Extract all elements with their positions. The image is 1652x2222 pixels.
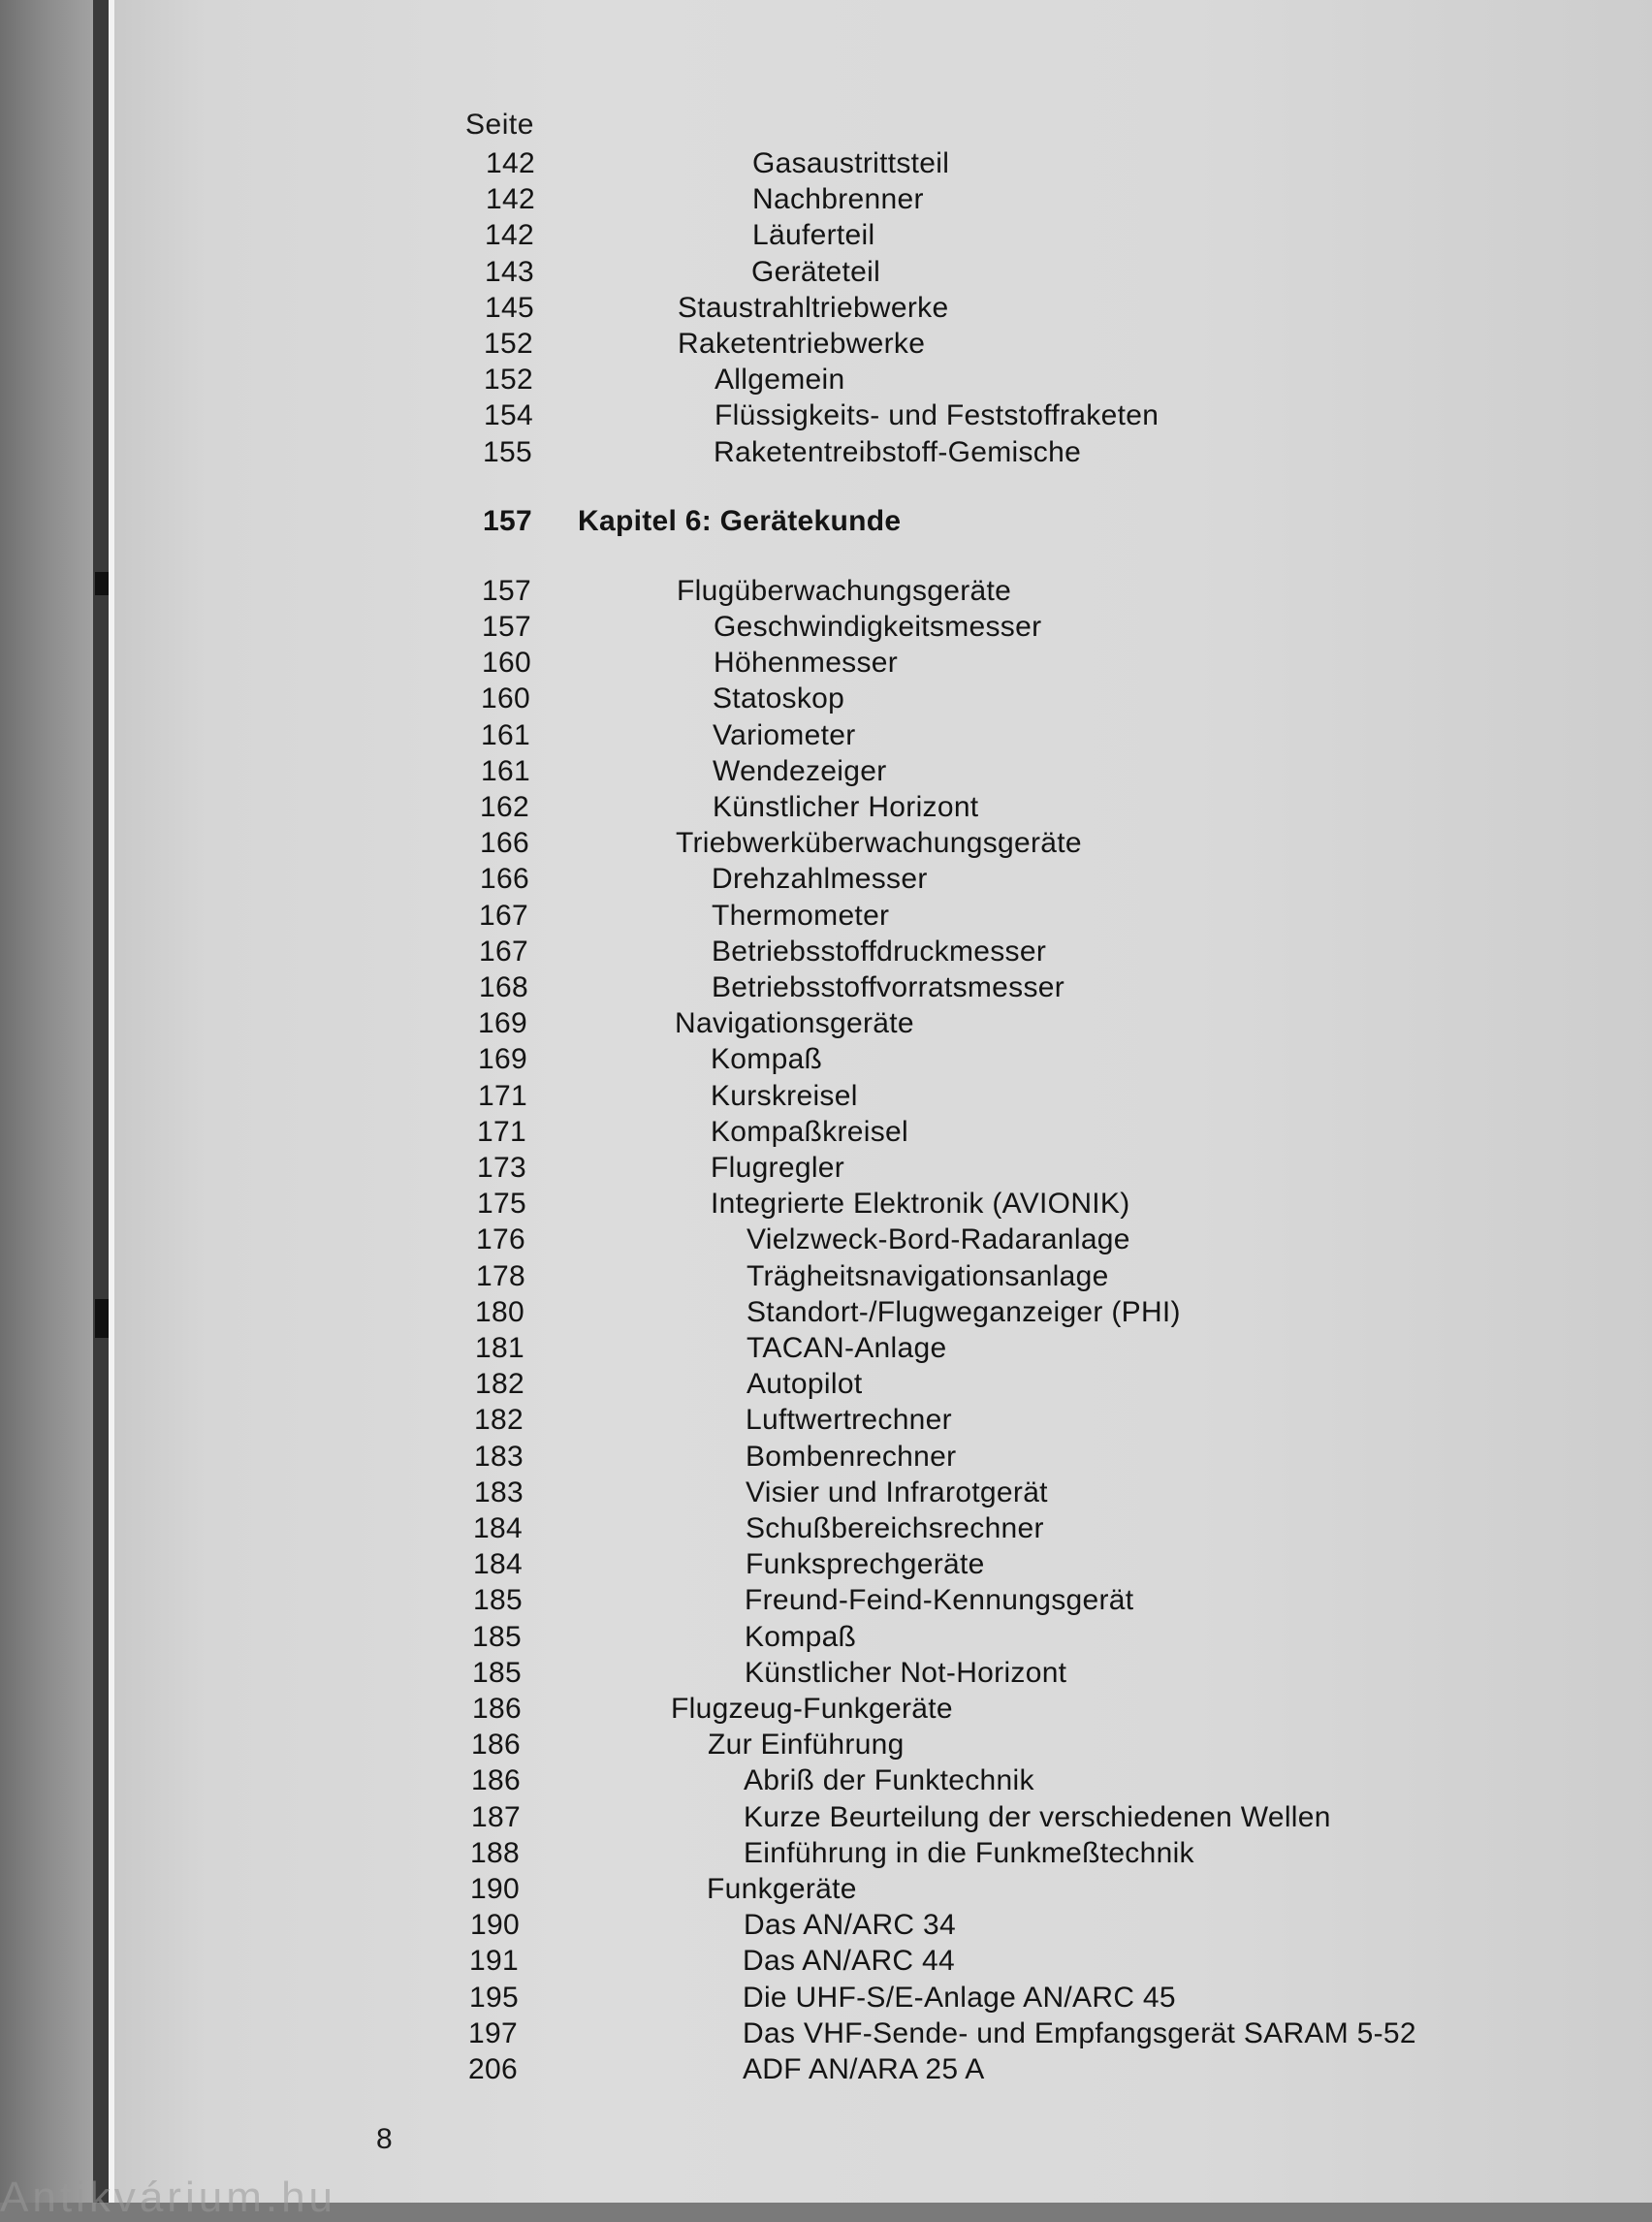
toc-page-number: 186 (471, 1764, 521, 1797)
toc-page-number: 157 (482, 611, 531, 643)
toc-entry-title: Geschwindigkeitsmesser (714, 611, 1042, 643)
toc-page-number: 190 (470, 1909, 520, 1942)
toc-entry-title: Höhenmesser (714, 647, 899, 680)
toc-entry-title: TACAN-Anlage (747, 1332, 947, 1364)
toc-page-number: 142 (486, 183, 535, 216)
toc-page-number: 142 (486, 147, 535, 179)
toc-page-number: 187 (471, 1800, 521, 1833)
toc-page-number: 168 (479, 971, 528, 1003)
page-number: 8 (376, 2123, 393, 2155)
toc-page-number: 152 (484, 364, 533, 397)
toc-entry-title: Variometer (713, 718, 856, 751)
toc-entry-title: Raketentriebwerke (678, 328, 926, 360)
toc-page-number: 188 (470, 1836, 520, 1869)
toc-entry-title: Kurskreisel (711, 1079, 858, 1112)
toc-entry-title: Vielzweck-Bord-Radaranlage (747, 1223, 1130, 1256)
toc-page-number: 184 (473, 1512, 523, 1544)
toc-page-number: 160 (482, 647, 531, 680)
toc-page-number: 161 (481, 754, 530, 787)
toc-entry-title: Wendezeiger (713, 754, 887, 787)
toc-page-number: 142 (485, 219, 534, 252)
toc-entry-title: Funkgeräte (707, 1873, 857, 1905)
toc-entry-title: Flüssigkeits- und Feststoffraketen (715, 399, 1160, 432)
toc-page-number: 169 (478, 1007, 527, 1040)
toc-page-number: 162 (480, 791, 529, 823)
toc-entry-title: Zur Einführung (708, 1729, 905, 1762)
toc-page-number: 152 (484, 328, 533, 360)
toc-page-number: 191 (469, 1945, 519, 1978)
toc-entry-title: Nachbrenner (752, 183, 924, 216)
toc-page-number: 157 (483, 504, 532, 537)
toc-page-number: 154 (484, 399, 533, 432)
toc-entry-title: Das VHF-Sende- und Empfangsgerät SARAM 5-52 (743, 2016, 1416, 2049)
toc-page-number: 197 (468, 2016, 518, 2049)
toc-entry-title: Das AN/ARC 34 (744, 1909, 956, 1942)
toc-page-number: 195 (469, 1981, 519, 2014)
watermark: Antikvárium.hu (0, 2174, 337, 2221)
toc-entry-title: Staustrahltriebwerke (678, 291, 949, 324)
toc-page-number: 181 (475, 1332, 524, 1364)
spine-mark (95, 572, 109, 595)
toc-page-number: 169 (478, 1043, 527, 1076)
toc-page-number: 185 (472, 1620, 522, 1653)
spine-mark (95, 1299, 109, 1338)
toc-page-number: 183 (474, 1440, 524, 1473)
toc-page-number: 143 (485, 255, 534, 288)
toc-page-number: 167 (479, 935, 528, 968)
page-column-header: Seite (465, 109, 534, 141)
toc-page-number: 184 (473, 1548, 523, 1581)
toc-entry-title: Raketentreibstoff-Gemische (714, 435, 1082, 468)
toc-entry-title: Künstlicher Horizont (713, 791, 979, 823)
toc-page-number: 145 (485, 291, 534, 324)
toc-entry-title: Thermometer (712, 899, 890, 932)
toc-entry-title: Statoskop (713, 682, 845, 715)
toc-entry-title: Standort-/Flugweganzeiger (PHI) (747, 1295, 1181, 1328)
toc-page-number: 160 (481, 682, 530, 715)
toc-entry-title: Drehzahlmesser (712, 863, 928, 896)
toc-entry-title: Betriebsstoffdruckmesser (712, 935, 1047, 968)
toc-page-number: 166 (480, 827, 529, 860)
toc-entry-title: Visier und Infrarotgerät (746, 1476, 1048, 1508)
toc-entry-title: Trägheitsnavigationsanlage (747, 1259, 1109, 1292)
toc-entry-title: Kompaß (711, 1043, 823, 1076)
toc-entry-title: Geräteteil (751, 255, 881, 288)
toc-entry-title: Abriß der Funktechnik (744, 1764, 1034, 1797)
toc-page-number: 180 (475, 1295, 524, 1328)
toc-page-number: 167 (479, 899, 528, 932)
toc-entry-title: ADF AN/ARA 25 A (743, 2053, 985, 2085)
toc-entry-title: Kompaß (745, 1620, 857, 1653)
toc-page-number: 182 (475, 1368, 524, 1401)
toc-entry-title: Läuferteil (752, 219, 875, 252)
toc-entry-title: Künstlicher Not-Horizont (745, 1656, 1067, 1689)
toc-page-number: 166 (480, 863, 529, 896)
toc-page-number: 183 (474, 1476, 524, 1508)
toc-page-number: 157 (482, 574, 531, 607)
toc-entry-title: Allgemein (715, 364, 845, 397)
toc-entry-title: Flugzeug-Funkgeräte (671, 1693, 953, 1725)
toc-entry-title: Flugregler (711, 1152, 845, 1184)
toc-page-number: 175 (477, 1188, 526, 1221)
toc-entry-title: Autopilot (747, 1368, 863, 1401)
toc-page-number: 161 (481, 718, 530, 751)
toc-page-number: 206 (468, 2053, 518, 2085)
toc-entry-title: Die UHF-S/E-Anlage AN/ARC 45 (743, 1981, 1176, 2014)
chapter-title: Kapitel 6: Gerätekunde (578, 504, 902, 537)
toc-page-number: 190 (470, 1873, 520, 1905)
toc-page-number: 171 (477, 1115, 526, 1148)
toc-entry-title: Bombenrechner (746, 1440, 957, 1473)
toc-entry-title: Luftwertrechner (746, 1404, 952, 1437)
toc-entry-title: Triebwerküberwachungsgeräte (676, 827, 1082, 860)
toc-page-number: 182 (474, 1404, 524, 1437)
toc-entry-title: Einführung in die Funkmeßtechnik (744, 1836, 1194, 1869)
toc-page-number: 173 (477, 1152, 526, 1184)
toc-entry-title: Schußbereichsrechner (746, 1512, 1044, 1544)
toc-page-number: 186 (472, 1693, 522, 1725)
toc-page-number: 176 (476, 1223, 525, 1256)
toc-entry-title: Das AN/ARC 44 (743, 1945, 955, 1978)
toc-page-number: 178 (476, 1259, 525, 1292)
toc-entry-title: Funksprechgeräte (746, 1548, 985, 1581)
toc-page-number: 155 (483, 435, 532, 468)
toc-entry-title: Navigationsgeräte (675, 1007, 914, 1040)
toc-entry-title: Integrierte Elektronik (AVIONIK) (711, 1188, 1130, 1221)
toc-entry-title: Flugüberwachungsgeräte (677, 574, 1012, 607)
toc-page-number: 171 (478, 1079, 527, 1112)
toc-entry-title: Gasaustrittsteil (752, 147, 950, 179)
toc-entry-title: Kompaßkreisel (711, 1115, 908, 1148)
toc-page-number: 185 (473, 1584, 523, 1617)
toc-entry-title: Betriebsstoffvorratsmesser (712, 971, 1065, 1003)
toc-page-number: 186 (471, 1729, 521, 1762)
toc-entry-title: Kurze Beurteilung der verschiedenen Wellen (744, 1800, 1331, 1833)
toc-page-number: 185 (472, 1656, 522, 1689)
toc-entry-title: Freund-Feind-Kennungsgerät (745, 1584, 1134, 1617)
